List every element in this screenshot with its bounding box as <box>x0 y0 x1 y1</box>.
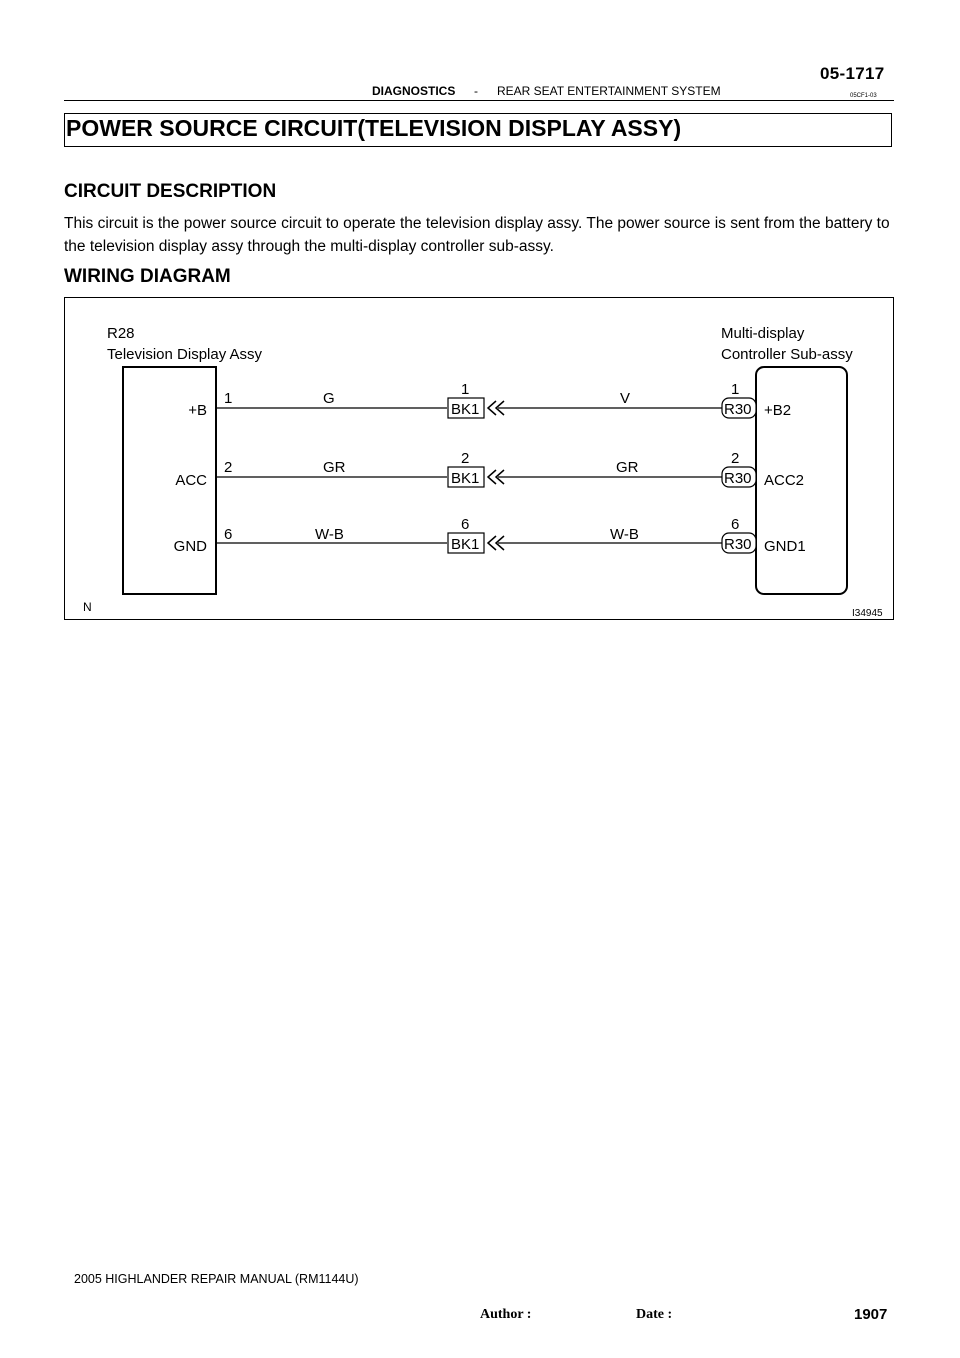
mid-pin-3: 6 <box>461 516 470 533</box>
right-wire-color-1: V <box>620 390 631 407</box>
left-terminal-3: GND <box>173 538 207 555</box>
corner-mark: N <box>83 600 92 614</box>
right-pin-2: 2 <box>731 450 740 467</box>
right-pin-3: 6 <box>731 516 740 533</box>
figure-id: I34945 <box>852 608 883 619</box>
header-section: DIAGNOSTICS <box>372 84 456 98</box>
circuit-description-heading: CIRCUIT DESCRIPTION <box>64 181 277 202</box>
right-pin-1: 1 <box>731 381 740 398</box>
circuit-row-1 <box>188 381 791 419</box>
circuit-description-text: This circuit is the power source circuit to operate the television display assy. The power source is sent from the battery to the television display assy through the multi-display controller sub-assy. <box>64 215 890 255</box>
header-dash: - <box>474 84 478 98</box>
left-wire-color-3: W-B <box>315 526 344 543</box>
footer-author-label: Author : <box>480 1307 532 1322</box>
left-pin-1: 1 <box>224 390 233 407</box>
mid-pin-1: 1 <box>461 381 470 398</box>
bk1-label-3: BK1 <box>451 536 480 553</box>
page-title: POWER SOURCE CIRCUIT(TELEVISION DISPLAY ASSY) <box>66 115 682 141</box>
left-pin-3: 6 <box>224 526 233 543</box>
r30-label-1: R30 <box>724 401 752 418</box>
circuit-row-2 <box>175 450 804 489</box>
left-pin-2: 2 <box>224 459 233 476</box>
r30-label-3: R30 <box>724 536 752 553</box>
left-component-name: Television Display Assy <box>107 346 263 363</box>
left-terminal-1: +B <box>188 402 207 419</box>
right-component-name-2: Controller Sub-assy <box>721 346 853 363</box>
wiring-diagram-heading: WIRING DIAGRAM <box>64 266 231 287</box>
bk1-label-1: BK1 <box>451 401 480 418</box>
left-terminal-2: ACC <box>175 472 207 489</box>
right-terminal-3: GND1 <box>764 538 806 555</box>
left-component-code: R28 <box>107 325 135 342</box>
doc-code: 05CF1-03 <box>850 93 877 99</box>
right-wire-color-3: W-B <box>610 526 639 543</box>
right-component-name-1: Multi-display <box>721 325 805 342</box>
header-topic: REAR SEAT ENTERTAINMENT SYSTEM <box>497 84 721 98</box>
bk1-label-2: BK1 <box>451 470 480 487</box>
r30-label-2: R30 <box>724 470 752 487</box>
circuit-row-3 <box>174 516 806 555</box>
footer-date-label: Date : <box>636 1307 673 1322</box>
footer-manual: 2005 HIGHLANDER REPAIR MANUAL (RM1144U) <box>74 1272 359 1286</box>
footer-page-number: 1907 <box>854 1306 888 1323</box>
right-wire-color-2: GR <box>616 459 639 476</box>
right-terminal-2: ACC2 <box>764 472 805 489</box>
left-wire-color-2: GR <box>323 459 346 476</box>
right-terminal-1: +B2 <box>764 402 792 419</box>
mid-pin-2: 2 <box>461 450 470 467</box>
left-wire-color-1: G <box>323 390 335 407</box>
page-number: 05-1717 <box>820 64 885 83</box>
